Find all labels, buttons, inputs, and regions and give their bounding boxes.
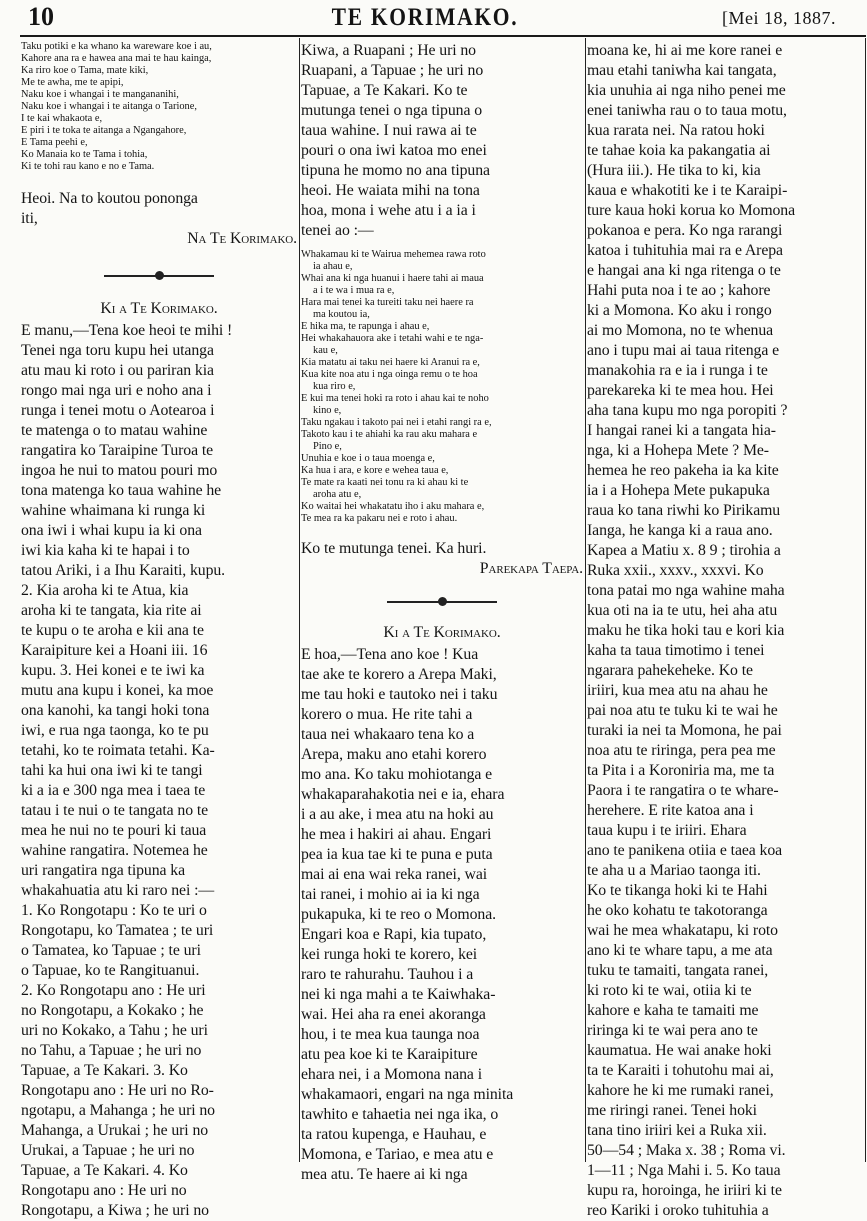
- poem-line: E piri i te toka te aitanga a Ngangahore,: [21, 125, 187, 136]
- poem-line: E kui ma tenei hoki ra roto i ahau kai te noho: [301, 393, 489, 404]
- text-line: ta te Karaiti i tohutohu mai ai,: [587, 1062, 774, 1079]
- text-line: iwi, e rua nga taonga, ko te pu: [21, 722, 209, 739]
- text-line: maku he tika hoki tau e kori kia: [587, 622, 785, 639]
- text-line: tipuna he momo no ana tipuna: [301, 162, 490, 179]
- text-line: Tapuae, a Te Kakari. Ko te: [301, 82, 468, 99]
- text-line: herehere. E rite katoa ana i: [587, 802, 754, 819]
- poem-line: Te mea ra ka pakaru nei e roto i ahau.: [301, 513, 458, 524]
- text-line: 1. Ko Rongotapu : Ko te uri o: [21, 902, 207, 919]
- text-line: kupu ra, horoinga, he iriiri ki te: [587, 1182, 782, 1199]
- text-line: reo Kariki i oroko tuhituhia a: [587, 1202, 769, 1219]
- poem-line: ma koutou ia,: [313, 309, 370, 320]
- header-rule: [20, 35, 866, 37]
- text-line: Rongotapu ano : He uri no Ro-: [21, 1082, 214, 1099]
- text-line: mau etahi taniwha kai tangata,: [587, 62, 777, 79]
- text-line: raro te rahurahu. Tauhou i a: [301, 966, 474, 983]
- text-line: uri no Kokako, a Tahu ; he uri: [21, 1022, 208, 1039]
- text-line: raua ko tana riwhi ko Pirikamu: [587, 502, 781, 519]
- text-line: Rongotapu, a Kiwa ; he uri no: [21, 1202, 209, 1219]
- text-line: taua kupu i te iriiri. Ehara: [587, 822, 747, 839]
- text-line: me riringi ranei. Tenei hoki: [587, 1102, 757, 1119]
- text-line: Mahanga, a Urukai ; he uri no: [21, 1122, 209, 1139]
- text-line: kua rarata nei. Na ratou hoki: [587, 122, 765, 139]
- letter-continuation: [587, 41, 865, 1221]
- text-line: heoi. He waiata mihi na tona: [301, 182, 480, 199]
- text-line: tona matenga ko taua wahine he: [21, 482, 222, 499]
- text-line: mutu ana kupu i konei, ka moe: [21, 682, 214, 699]
- page-number: 10: [28, 2, 54, 31]
- text-line: ngotapu, a Mahanga ; he uri no: [21, 1102, 215, 1119]
- poem-line: Naku koe i whangai i te aitanga o Tarione,: [21, 101, 197, 112]
- text-line: pukapuka, ki te reo o Momona.: [301, 906, 496, 923]
- text-line: Urukai, a Tapuae ; he uri no: [21, 1142, 195, 1159]
- text-line: kei runga hoki te korero, kei: [301, 946, 478, 963]
- text-line: Ruapani, a Tapuae ; he uri no: [301, 62, 484, 79]
- poem-verse: [21, 41, 297, 173]
- text-line: noa atu te riringa, pera pea me: [587, 742, 776, 759]
- text-line: iwi kia kaha ki te hapai i to: [21, 542, 190, 559]
- column-divider-1: [299, 38, 300, 1162]
- poem-line: aroha atu e,: [313, 489, 362, 500]
- text-line: hoa, mona i wehe atu i a ia i: [301, 202, 476, 219]
- poem-line: Pino e,: [313, 441, 342, 452]
- text-line: pouri o ona iwi katoa mo enei: [301, 142, 487, 159]
- text-line: Tapuae, a Te Kakari. 3. Ko: [21, 1062, 188, 1079]
- text-line: tawhito e tahaetia nei nga ika, o: [301, 1106, 499, 1123]
- section-divider-ornament: [387, 595, 497, 609]
- text-line: tahi ka hui ona iwi ki te tangi: [21, 762, 203, 779]
- text-line: mea atu. Te haere ai ki nga: [301, 1166, 468, 1183]
- text-line: E manu,—Tena koe heoi te mihi !: [21, 322, 233, 339]
- poem-line: Ko Manaia ko te Tama i tohia,: [21, 149, 148, 160]
- text-line: ona kanohi, ka tangi hoki tona: [21, 702, 210, 719]
- text-line: kupu. 3. Hei konei e te iwi ka: [21, 662, 205, 679]
- letter-body: [301, 645, 583, 1185]
- signoff-name: Na Te Korimako.: [187, 230, 297, 247]
- text-line: katoa i tuhituhia mai ra e Arepa: [587, 242, 783, 259]
- text-line: o Tapuae, ko te Rangituanui.: [21, 962, 200, 979]
- text-line: nei ki nga mahi a te Kaiwhaka-: [301, 986, 496, 1003]
- text-line: ture kaua hoki korua ko Momona: [587, 202, 796, 219]
- text-line: Ianga, he kanga ki a raua ano.: [587, 522, 773, 539]
- text-line: whakamaori, engari na nga minita: [301, 1086, 514, 1103]
- text-line: ia i a Hohepa Mete pukapuka: [587, 482, 770, 499]
- text-line: te matenga o to matau wahine: [21, 422, 208, 439]
- poem-line: Kahore ana ra e hawea ana mai te hau kainga,: [21, 53, 212, 64]
- text-line: wahine rangatira. Notemea he: [21, 842, 208, 859]
- poem-line: Me te awha, me te apipi,: [21, 77, 124, 88]
- text-line: pokanoa e pera. Ko nga rarangi: [587, 222, 783, 239]
- text-line: pai noa atu te tuku ki te wai he: [587, 702, 778, 719]
- poem-line: Naku koe i whangai i te mangananihi,: [21, 89, 179, 100]
- section-divider-ornament: [104, 269, 214, 283]
- column-divider-2: [585, 38, 586, 1162]
- text-line: te tahae koia ka pakangatia ai: [587, 142, 771, 159]
- letter-heading: Ki a Te Korimako.: [100, 300, 218, 317]
- poem-line: Hei whakahauora ake i tetahi wahi e te nga-: [301, 333, 484, 344]
- poem-line: Ka riro koe o Tama, mate kiki,: [21, 65, 149, 76]
- poem-line: Taku ngakau i takoto pai nei i etahi rangi ra e,: [301, 417, 492, 428]
- text-line: runga i tenei motu o Aotearoa i: [21, 402, 215, 419]
- text-line: taua nei whakaaro tena ko a: [301, 726, 475, 743]
- text-line: ngarara pahekeheke. Ko te: [587, 662, 753, 679]
- text-line: Momona, e Tariao, e mea atu e: [301, 1146, 494, 1163]
- text-line: wahine whaimana ki runga ki: [21, 502, 206, 519]
- text-line: ehara nei, i a Momona nana i: [301, 1066, 482, 1083]
- letter-heading: Ki a Te Korimako.: [383, 624, 501, 641]
- text-line: turaki ia nei ta Momona, he pai: [587, 722, 782, 739]
- column-3: [587, 38, 865, 1219]
- text-line: wai. Hei aha ra enei akoranga: [301, 1006, 486, 1023]
- poem-line: Whai ana ki nga huanui i haere tahi ai maua: [301, 273, 484, 284]
- text-line: tetahi, ko te roimata tetahi. Ka-: [21, 742, 215, 759]
- text-line: rangatira ko Taraipine Turoa te: [21, 442, 214, 459]
- text-line: kaha ta taua timotimo i tenei: [587, 642, 765, 659]
- text-line: tuku te tamaiti, tangata ranei,: [587, 962, 769, 979]
- text-line: mo ana. Ko taku mohiotanga e: [301, 766, 493, 783]
- poem-line: Kua kite noa atu i nga oinga remu o te hoa: [301, 369, 478, 380]
- text-line: Paora i te rangatira o te whare-: [587, 782, 779, 799]
- text-line: riringa ki te wai pera ano te: [587, 1022, 758, 1039]
- text-line: kaumatua. He wai anake hoki: [587, 1042, 772, 1059]
- text-line: kia unuhia ai nga niho penei me: [587, 82, 786, 99]
- text-line: mea he nui no te pouri ki taua: [21, 822, 207, 839]
- column-divider-right: [865, 38, 866, 1162]
- letter-body: [21, 321, 297, 1221]
- text-line: no Rongotapu, a Kokako ; he: [21, 1002, 204, 1019]
- text-line: mutunga tenei o nga tipuna o: [301, 102, 483, 119]
- text-line: atu pea koe ki te Karaipiture: [301, 1046, 478, 1063]
- text-line: 1—11 ; Nga Mahi i. 5. Ko taua: [587, 1162, 781, 1179]
- text-line: Engari koa e Rapi, kia tupato,: [301, 926, 487, 943]
- text-line: ano te panikena otiia e taea koa: [587, 842, 783, 859]
- text-line: korero o mua. He rite tahi a: [301, 706, 473, 723]
- text-line: wai he mea whakatapu, ki roto: [587, 922, 778, 939]
- signoff-line: iti,: [21, 210, 38, 227]
- text-line: tona patai mo nga wahine maha: [587, 582, 785, 599]
- text-line: Rongotapu ano : He uri no: [21, 1182, 187, 1199]
- text-line: i a au ake, i mea atu na hoki au: [301, 806, 494, 823]
- page-header: [0, 0, 867, 34]
- poem-line: ia ahau e,: [313, 261, 353, 272]
- text-line: ai mo Momona, no te whenua: [587, 322, 774, 339]
- poem-line: Te mate ra kaati nei tonu ra ki ahau ki te: [301, 477, 469, 488]
- text-line: ta ratou kupenga, e Hauhau, e: [301, 1126, 487, 1143]
- text-line: kahore e kaha te tamaiti me: [587, 1002, 759, 1019]
- text-line: hemea he reo pakeha ia ka kite: [587, 462, 779, 479]
- text-line: pea ia kua tae ki te puna e puta: [301, 846, 493, 863]
- signoff-line: Heoi. Na to koutou pononga: [21, 190, 198, 207]
- text-line: Karaipiture kei a Hoani iii. 16: [21, 642, 208, 659]
- text-line: 2. Kia aroha ki te Atua, kia: [21, 582, 189, 599]
- poem-line: I te kai whakaota e,: [21, 113, 103, 124]
- text-line: mai ai ena wai reka ranei, wai: [301, 866, 488, 883]
- poem-line: Unuhia e koe i o taua moenga e,: [301, 453, 435, 464]
- text-line: uri rangatira nga tipuna ka: [21, 862, 185, 879]
- poem-line: Whakamau ki te Wairua mehemea rawa roto: [301, 249, 486, 260]
- text-line: ona iwi i whai kupu ia ki ona: [21, 522, 202, 539]
- text-line: Hahi puta noa i te ao ; kahore: [587, 282, 771, 299]
- poem-line: kua riro e,: [313, 381, 356, 392]
- text-line: parekareka ki te mea hou. Hei: [587, 382, 774, 399]
- text-line: ki roto ki te wai, otiia ki te: [587, 982, 752, 999]
- text-line: Kapea a Matiu x. 8 9 ; tirohia a: [587, 542, 781, 559]
- poem-line: E hika ma, te rapunga i ahau e,: [301, 321, 430, 332]
- poem-line: Kia matatu ai taku nei haere ki Aranui ra e,: [301, 357, 480, 368]
- text-line: manakohia ra e ia i runga i te: [587, 362, 768, 379]
- text-line: (Hura iii.). He tika to ki, kia: [587, 162, 761, 179]
- text-line: moana ke, hi ai me kore ranei e: [587, 42, 783, 59]
- poem-line: kino e,: [313, 405, 342, 416]
- text-line: aroha ki te tangata, kia rite ai: [21, 602, 202, 619]
- text-line: ano i tupu mai ai taua ritenga e: [587, 342, 779, 359]
- text-line: ta Pita i a Koroniria ma, me ta: [587, 762, 775, 779]
- text-line: Arepa, maku ano etahi korero: [301, 746, 487, 763]
- article-continuation: [301, 41, 583, 241]
- text-line: whakaparahakotia nei e ia, ehara: [301, 786, 505, 803]
- poem-line: kau e,: [313, 345, 338, 356]
- text-line: Tapuae, a Te Kakari. 4. Ko: [21, 1162, 188, 1179]
- text-line: rongo mai nga uri e noho ana i: [21, 382, 212, 399]
- poem-line: E Tama peehi e,: [21, 137, 88, 148]
- text-line: iriiri, kua mea atu na ahau he: [587, 682, 768, 699]
- text-line: enei taniwha rau o to taua motu,: [587, 102, 787, 119]
- text-line: tae ake te korero a Arepa Maki,: [301, 666, 497, 683]
- poem-line: a i te wa i mua ra e,: [313, 285, 395, 296]
- waiata-verse: [301, 249, 583, 525]
- text-line: o Tamatea, ko Tapuae ; te uri: [21, 942, 201, 959]
- text-line: 50—54 ; Maka x. 38 ; Roma vi.: [587, 1142, 786, 1159]
- text-line: te kupu o te aroha e kii ana te: [21, 622, 204, 639]
- text-line: Ko te tikanga hoki ki te Hahi: [587, 882, 768, 899]
- text-line: ki a ia e 300 nga mea i taea te: [21, 782, 206, 799]
- text-line: Ruka xxii., xxxv., xxxvi. Ko: [587, 562, 764, 579]
- text-line: Rongotapu, ko Tamatea ; te uri: [21, 922, 214, 939]
- text-line: 2. Ko Rongotapu ano : He uri: [21, 982, 206, 999]
- author-signature: Parekapa Taepa.: [479, 560, 583, 577]
- text-line: kahore he ki me rumaki ranei,: [587, 1082, 774, 1099]
- newspaper-title: TE KORIMAKO.: [331, 4, 519, 31]
- text-line: me tau hoki e tautoko nei i taku: [301, 686, 498, 703]
- text-line: kua oti na ia te utu, hei aha atu: [587, 602, 778, 619]
- text-line: tana tino iriiri kei a Ruka xii.: [587, 1122, 767, 1139]
- text-line: Tenei nga toru kupu hei utanga: [21, 342, 214, 359]
- ending-line: Ko te mutunga tenei. Ka huri.: [301, 540, 487, 557]
- text-line: tai ranei, i mohio ai ia ki nga: [301, 886, 480, 903]
- poem-line: Hara mai tenei ka tureiti taku nei haere ra: [301, 297, 474, 308]
- text-line: he oko kohatu te takotoranga: [587, 902, 768, 919]
- text-line: tatau i te nui o te tangata no te: [21, 802, 209, 819]
- text-line: tenei ao :—: [301, 222, 374, 239]
- issue-date: [Mei 18, 1887.: [722, 8, 836, 28]
- text-line: E hoa,—Tena ano koe ! Kua: [301, 646, 479, 663]
- poem-line: Taku potiki e ka whano ka wareware koe i au,: [21, 41, 212, 52]
- text-line: nga, ki a Hohepa Mete ? Me-: [587, 442, 769, 459]
- text-line: he mea i hakiri ai ahau. Engari: [301, 826, 492, 843]
- text-line: whakahuatia atu ki raro nei :—: [21, 882, 215, 899]
- poem-line: Ki te tohi rau kano e no e Tama.: [21, 161, 155, 172]
- text-line: hou, i te mea kua taunga noa: [301, 1026, 480, 1043]
- text-line: aha tana kupu mo nga poropiti ?: [587, 402, 788, 419]
- text-line: Kiwa, a Ruapani ; He uri no: [301, 42, 476, 59]
- text-line: tatou Ariki, i a Ihu Karaiti, kupu.: [21, 562, 226, 579]
- text-line: no Tahu, a Tapuae ; he uri no: [21, 1042, 202, 1059]
- text-line: I hangai ranei ki a tangata hia-: [587, 422, 776, 439]
- text-line: atu mau ki roto i ou pariran kia: [21, 362, 214, 379]
- text-line: e hangai ana ki nga ritenga o te: [587, 262, 781, 279]
- column-1: [21, 38, 297, 1219]
- signoff: [21, 189, 297, 229]
- text-line: ingoa he nui to matou pouri mo: [21, 462, 218, 479]
- poem-line: Ko waitai hei whakatatu iho i aku mahara e,: [301, 501, 485, 512]
- text-line: ki a Momona. Ko aku i rongo: [587, 302, 772, 319]
- poem-line: Takoto kau i te ahiahi ka rau aku mahara e: [301, 429, 478, 440]
- text-line: taua wahine. I nui rawa ai te: [301, 122, 477, 139]
- text-line: kaua e whakotiti ke i te Karaipi-: [587, 182, 788, 199]
- poem-line: Ka hua i ara, e kore e wehea taua e,: [301, 465, 449, 476]
- text-line: ano ki te whare tapu, a me ata: [587, 942, 773, 959]
- text-line: te aha u a Mariao taonga iti.: [587, 862, 761, 879]
- column-2: [301, 38, 583, 1183]
